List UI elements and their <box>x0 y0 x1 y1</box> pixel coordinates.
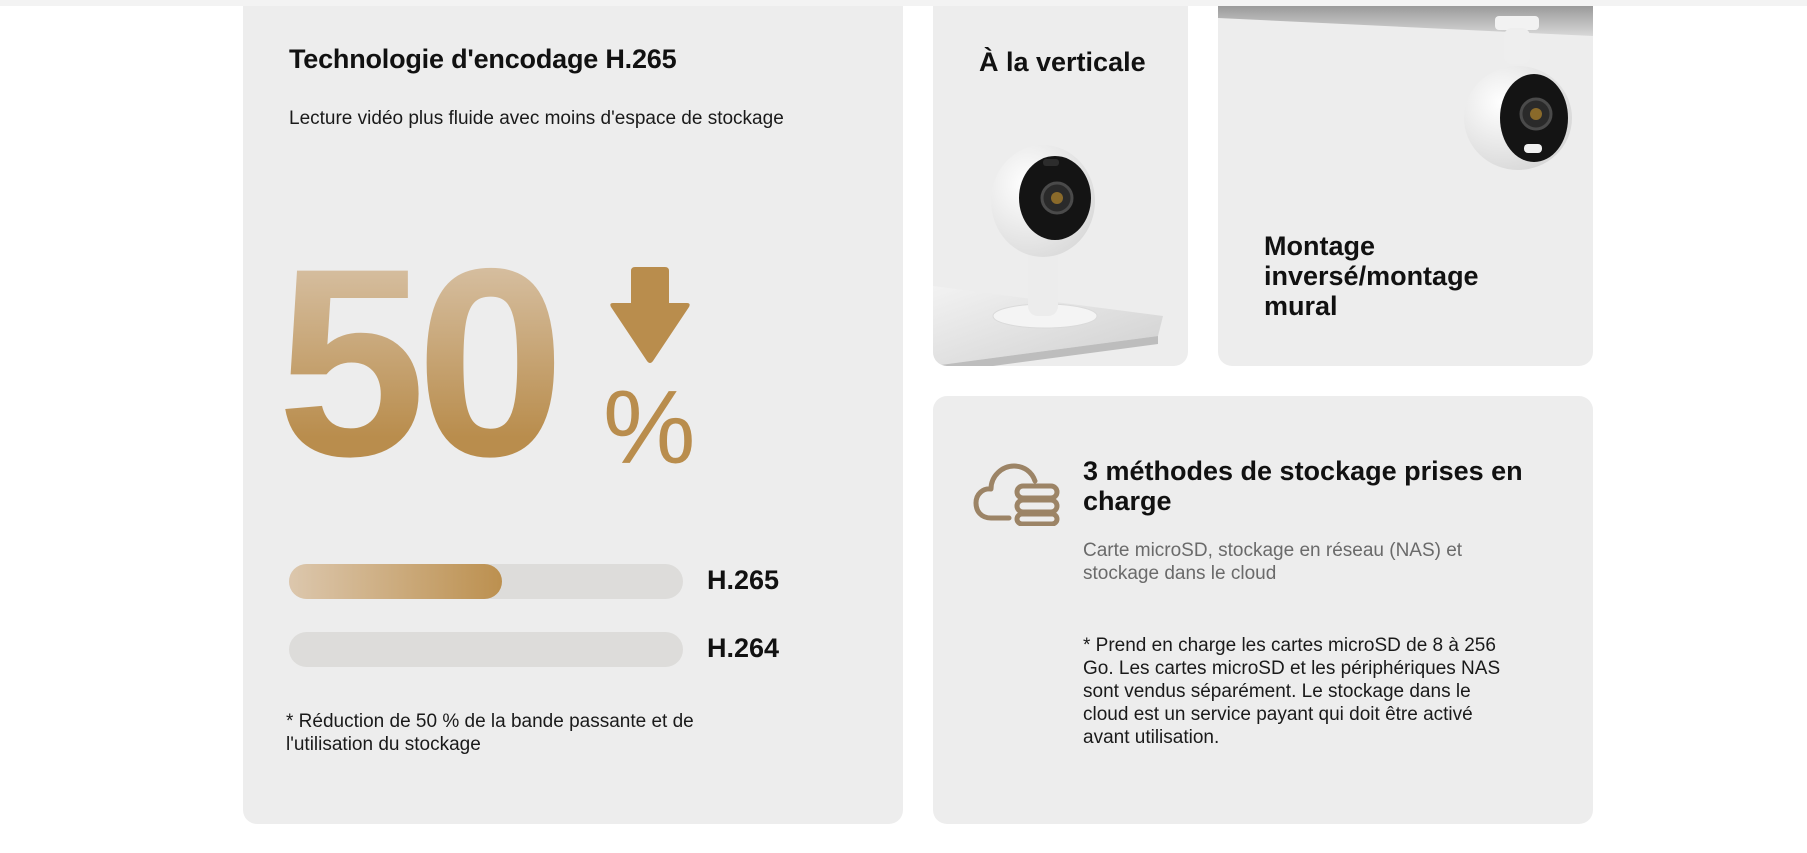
h264-bar <box>289 632 683 667</box>
encoding-subtitle: Lecture vidéo plus fluide avec moins d'espace de stockage <box>289 108 784 129</box>
storage-methods-card <box>933 396 1593 824</box>
cloud-database-icon <box>973 454 1063 526</box>
storage-title: 3 méthodes de stockage prises en charge <box>1083 456 1523 516</box>
wall-mount-card <box>1218 6 1593 366</box>
storage-footnote: * Prend en charge les cartes microSD de 8 à 256 Go. Les cartes microSD et les périphériques NAS sont vendus séparément. Le stockage dans le cloud est un service payant qui doit être activé avant utilisation. <box>1083 635 1501 748</box>
h265-bar <box>289 564 683 599</box>
h265-label: H.265 <box>707 565 780 595</box>
percent-sign: % <box>603 370 696 486</box>
wall-mount-title: Montage inversé/montage mural <box>1264 231 1479 321</box>
camera-ceiling-mount-icon <box>1218 6 1593 181</box>
encoding-feature-card <box>243 6 903 824</box>
encoding-title: Technologie d'encodage H.265 <box>289 44 677 74</box>
vertical-mount-card <box>933 6 1188 366</box>
camera-standing-icon <box>933 126 1173 366</box>
h265-bar-fill <box>289 564 502 599</box>
reduction-number: 50 <box>277 212 556 512</box>
arrow-down-icon <box>609 267 691 365</box>
vertical-title: À la verticale <box>979 47 1146 77</box>
h264-label: H.264 <box>707 633 780 663</box>
storage-subtitle: Carte microSD, stockage en réseau (NAS) et stockage dans le cloud <box>1083 540 1463 584</box>
encoding-footnote: * Réduction de 50 % de la bande passante et de l'utilisation du stockage <box>286 711 694 755</box>
